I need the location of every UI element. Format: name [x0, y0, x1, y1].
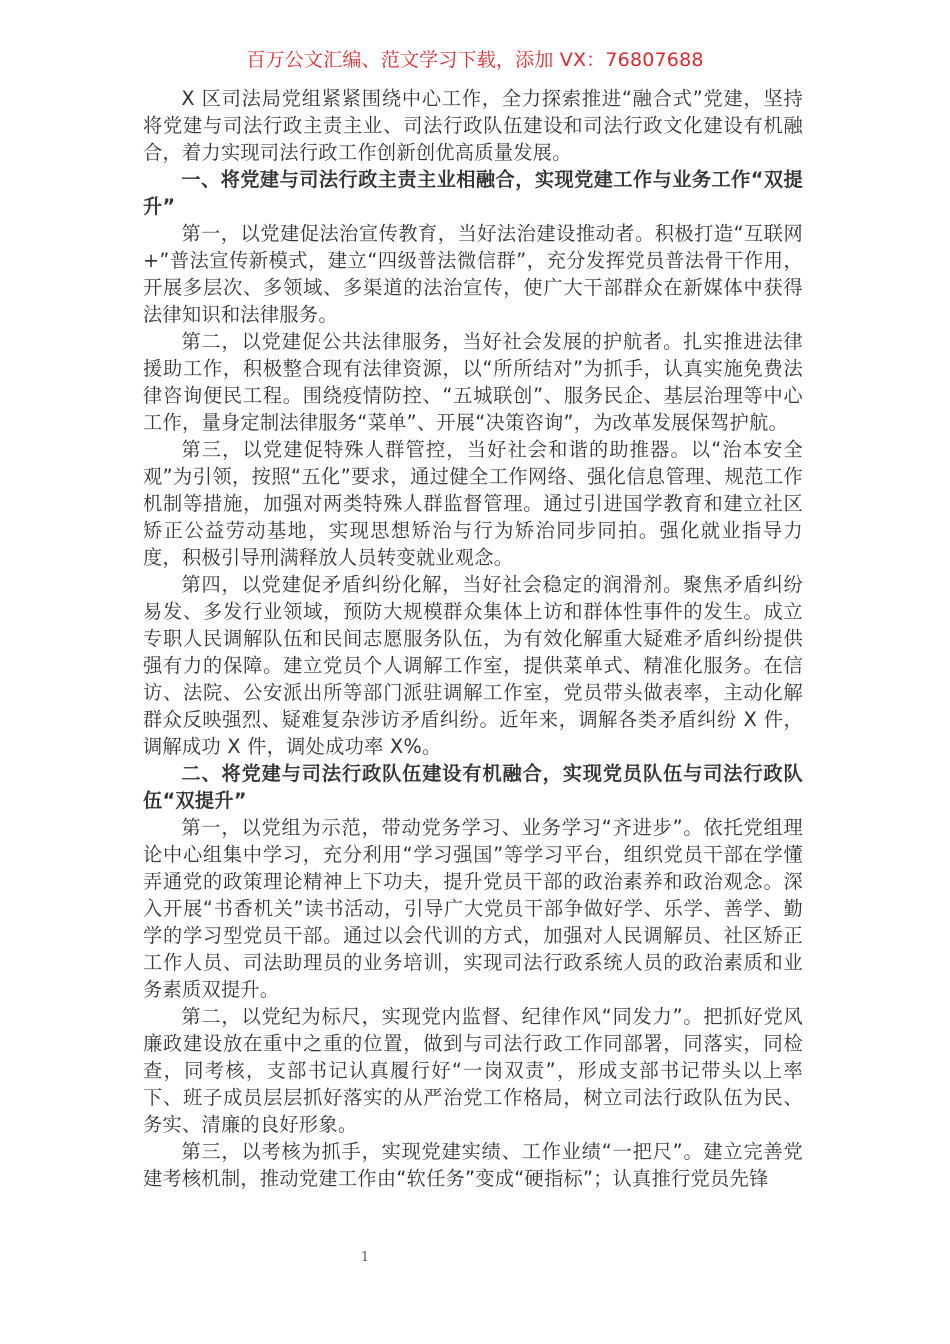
intro-paragraph: X 区司法局党组紧紧围绕中心工作，全力探索推进“融合式”党建，坚持将党建与司法行政主责主业、司法行政队伍建设和司法行政文化建设有机融合，着力实现司法行政工作创新创优高质量发展。	[143, 87, 803, 164]
paragraph: 第二，以党纪为标尺，实现党内监督、纪律作风“同发力”。把抓好党风廉政建设放在重中之重的位置，做到与司法行政工作同部署，同落实，同检查，同考核，支部书记认真履行好“一岗双责”，形成支部书记带头以上率下、班子成员层层抓好落实的从严治党工作格局，树立司法行政队伍为民、务实、清廉的良好形象。	[143, 1005, 803, 1136]
paragraph: 第一，以党组为示范，带动党务学习、业务学习“齐进步”。依托党组理论中心组集中学习，充分利用“学习强国”等学习平台，组织党员干部在学懂弄通党的政策理论精神上下功夫，提升党员干部的政治素养和政治观念。深入开展“书香机关”读书活动，引导广大党员干部争做好学、乐学、善学、勤学的学习型党员干部。通过以会代训的方式，加强对人民调解员、社区矫正工作人员、司法助理员的业务培训，实现司法行政系统人员的政治素质和业务素质双提升。	[143, 816, 803, 1001]
paragraph: 第四，以党建促矛盾纠纷化解，当好社会稳定的润滑剂。聚焦矛盾纠纷易发、多发行业领域，预防大规模群众集体上访和群体性事件的发生。成立专职人民调解队伍和民间志愿服务队伍，为有效化解重大疑难矛盾纠纷提供强有力的保障。建立党员个人调解工作室，提供菜单式、精准化服务。在信访、法院、公安派出所等部门派驻调解工作室，党员带头做表率，主动化解群众反映强烈、疑难复杂涉访矛盾纠纷。近年来，调解各类矛盾纠纷 X 件，调解成功 X 件，调处成功率 X%。	[143, 573, 803, 758]
paragraph: 第三，以党建促特殊人群管控，当好社会和谐的助推器。以“治本安全观”为引领，按照“五化”要求，通过健全工作网络、强化信息管理、规范工作机制等措施，加强对两类特殊人群监督管理。通过引进国学教育和建立社区矫正公益劳动基地，实现思想矫治与行为矫治同步同拍。强化就业指导力度，积极引导刑满释放人员转变就业观念。	[143, 438, 803, 569]
paragraph: 第三，以考核为抓手，实现党建实绩、工作业绩“一把尺”。建立完善党建考核机制，推动党建工作由“软任务”变成“硬指标”；认真推行党员先锋	[143, 1140, 803, 1190]
section-heading-1: 一、将党建与司法行政主责主业相融合，实现党建工作与业务工作“双提升”	[143, 168, 803, 218]
paragraph: 第一，以党建促法治宣传教育，当好法治建设推动者。积极打造“互联网+”普法宣传新模式，建立“四级普法微信群”，充分发挥党员普法骨干作用，开展多层次、多领域、多渠道的法治宣传，使广大干部群众在新媒体中获得法律知识和法律服务。	[143, 222, 803, 326]
section-heading-2: 二、将党建与司法行政队伍建设有机融合，实现党员队伍与司法行政队伍“双提升”	[143, 762, 803, 812]
page-number: 1	[360, 1250, 370, 1265]
promo-banner: 百万公文汇编、范文学习下载，添加 VX：76807688	[246, 49, 704, 71]
document-body	[143, 85, 803, 1192]
paragraph: 第二，以党建促公共法律服务，当好社会发展的护航者。扎实推进法律援助工作，积极整合现有法律资源，以“所所结对”为抓手，认真实施免费法律咨询便民工程。围绕疫情防控、“五城联创”、服务民企、基层治理等中心工作，量身定制法律服务“菜单”、开展“决策咨询”，为改革发展保驾护航。	[143, 330, 803, 434]
